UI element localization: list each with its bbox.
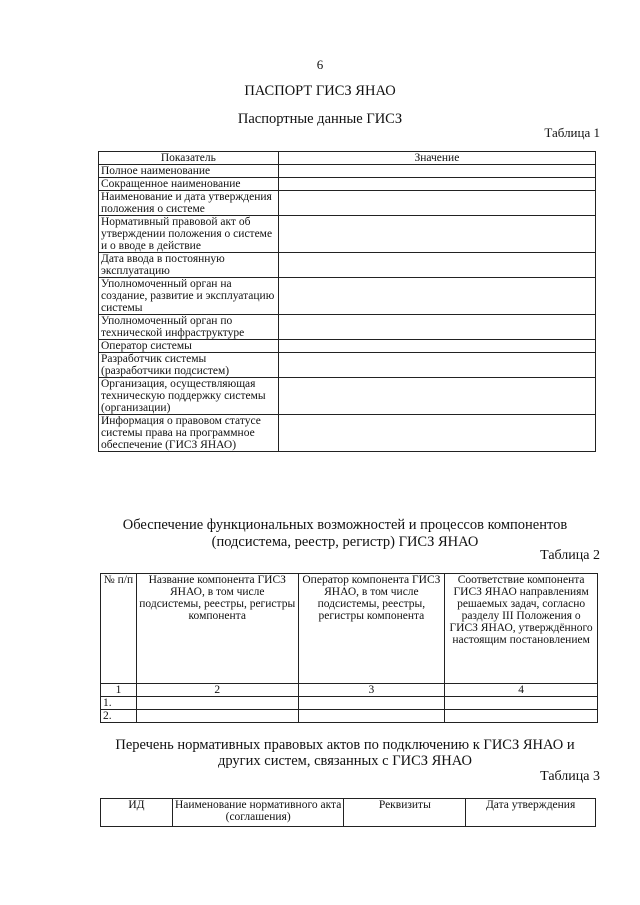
passport-table <box>98 151 596 452</box>
table-header-row <box>99 152 596 165</box>
cell-empty <box>298 697 445 710</box>
row-label: Уполномоченный орган на создание, развитие и эксплуатацию системы <box>99 278 279 315</box>
row-label: Наименование и дата утверждения положения о системе <box>99 191 279 216</box>
row-value <box>278 253 595 278</box>
cell-empty <box>298 710 445 723</box>
col-number: 1 <box>101 684 137 697</box>
col-number: 2 <box>136 684 298 697</box>
row-value <box>278 191 595 216</box>
table-header-row <box>101 574 598 684</box>
table1-label: Таблица 1 <box>544 125 600 140</box>
table-row <box>99 178 596 191</box>
row-value <box>278 353 595 378</box>
row-value <box>278 165 595 178</box>
row-label: Уполномоченный орган по технической инфраструктуре <box>99 315 279 340</box>
section2-heading-line1: Обеспечение функциональных возможностей и процессов компонентов <box>122 517 568 533</box>
page-number: 6 <box>316 57 324 72</box>
row-label: Нормативный правовой акт об утверждении положения о системе и о вводе в действие <box>99 216 279 253</box>
row-label: Оператор системы <box>99 340 279 353</box>
section2-heading-line2: (подсистема, реестр, регистр) ГИСЗ ЯНАО <box>211 534 479 550</box>
table-row <box>99 340 596 353</box>
row-label: Сокращенное наименование <box>99 178 279 191</box>
header-value: Значение <box>278 152 595 165</box>
row-value <box>278 378 595 415</box>
row-label: Информация о правовом статусе системы права на программное обеспечение (ГИСЗ ЯНАО) <box>99 415 279 452</box>
header-act-name: Наименование нормативного акта (соглашения) <box>172 799 344 827</box>
table2-label: Таблица 2 <box>540 548 600 563</box>
row-label: Разработчик системы (разработчики подсистем) <box>99 353 279 378</box>
table-row <box>99 278 596 315</box>
header-component-name: Название компонента ГИСЗ ЯНАО, в том числе подсистемы, реестры, регистры компонента <box>136 574 298 684</box>
row-label: Полное наименование <box>99 165 279 178</box>
table-row <box>99 353 596 378</box>
header-number: № п/п <box>101 574 137 684</box>
section3-heading-line2: других систем, связанных с ГИСЗ ЯНАО <box>218 753 472 769</box>
normative-acts-table <box>100 798 596 827</box>
cell-empty <box>445 697 598 710</box>
cell-empty <box>445 710 598 723</box>
table-row <box>99 378 596 415</box>
table-row <box>101 697 598 710</box>
row-value <box>278 216 595 253</box>
section3-heading-line1: Перечень нормативных правовых актов по подключению к ГИСЗ ЯНАО и <box>115 737 575 753</box>
header-compliance: Соответствие компонента ГИСЗ ЯНАО направлениям решаемых задач, согласно разделу III Положения о ГИСЗ ЯНАО, утверждённого настоящим постановлением <box>445 574 598 684</box>
table3-label: Таблица 3 <box>540 769 600 784</box>
cell-empty <box>136 710 298 723</box>
page-title: ПАСПОРТ ГИСЗ ЯНАО <box>244 83 396 99</box>
col-number: 3 <box>298 684 445 697</box>
row-value <box>278 315 595 340</box>
table-row <box>99 253 596 278</box>
header-id: ИД <box>101 799 173 827</box>
header-details: Реквизиты <box>344 799 466 827</box>
table-row <box>101 710 598 723</box>
row-number: 2. <box>101 710 137 723</box>
cell-empty <box>136 697 298 710</box>
row-label: Дата ввода в постоянную эксплуатацию <box>99 253 279 278</box>
row-value <box>278 178 595 191</box>
col-number: 4 <box>445 684 598 697</box>
row-value <box>278 415 595 452</box>
components-table <box>100 573 598 723</box>
table-header-row <box>101 799 596 827</box>
table-row <box>99 216 596 253</box>
header-indicator: Показатель <box>99 152 279 165</box>
table-row <box>99 165 596 178</box>
row-value <box>278 278 595 315</box>
section1-heading: Паспортные данные ГИСЗ <box>237 111 403 127</box>
table-row <box>99 191 596 216</box>
table-row <box>99 315 596 340</box>
table-row <box>99 415 596 452</box>
header-component-operator: Оператор компонента ГИСЗ ЯНАО, в том числе подсистемы, реестры, регистры компонента <box>298 574 445 684</box>
row-label: Организация, осуществляющая техническую поддержку системы (организации) <box>99 378 279 415</box>
header-approval-date: Дата утверждения <box>466 799 596 827</box>
row-number: 1. <box>101 697 137 710</box>
column-number-row <box>101 684 598 697</box>
row-value <box>278 340 595 353</box>
